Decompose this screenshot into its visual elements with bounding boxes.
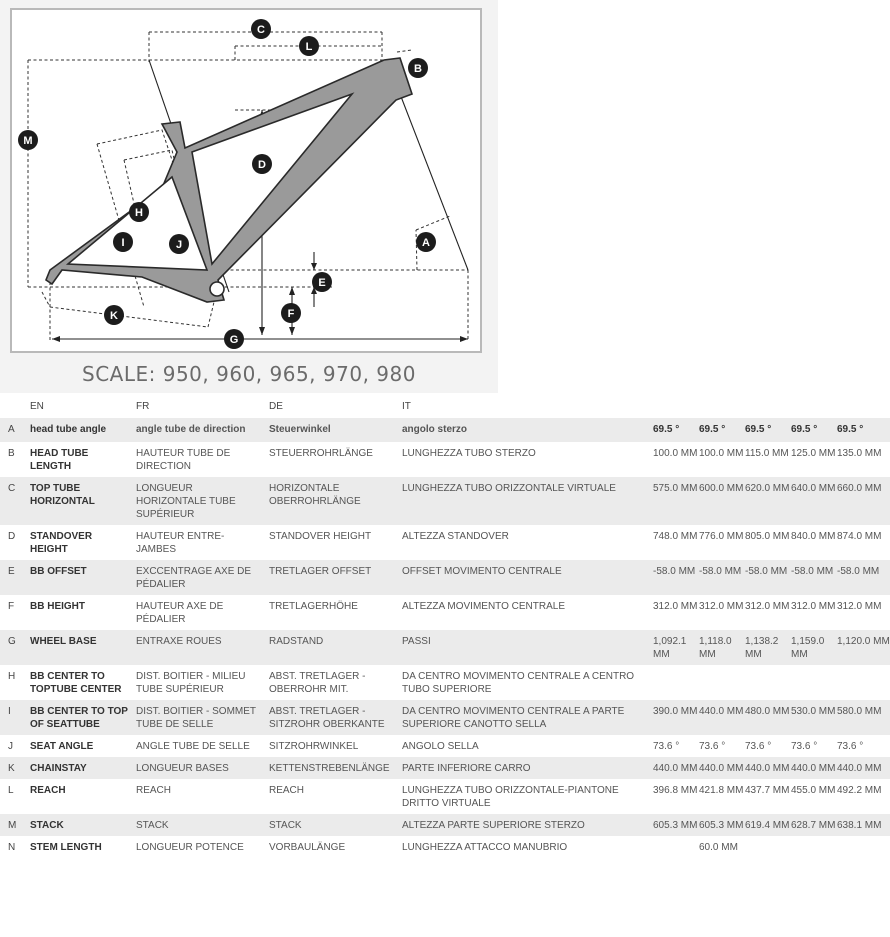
cell-size-value: 73.6 ° bbox=[837, 741, 864, 752]
geometry-diagram-frame bbox=[10, 8, 482, 353]
cell-it: ALTEZZA MOVIMENTO CENTRALE bbox=[402, 601, 565, 612]
cell-size-value: 115.0 MM bbox=[745, 448, 789, 459]
label-k-badge bbox=[104, 305, 124, 325]
cell-size-value: 312.0 MM bbox=[837, 601, 882, 612]
cell-size-value: -58.0 MM bbox=[837, 560, 890, 595]
cell-size-value: -58.0 MM bbox=[791, 560, 837, 595]
cell-size-value: 135.0 MM bbox=[837, 448, 882, 459]
label-j-badge bbox=[169, 234, 189, 254]
cell-size-value: 660.0 MM bbox=[837, 477, 890, 525]
cell-size-value: 776.0 MM bbox=[699, 531, 744, 542]
cell-size-value: 628.7 MM bbox=[791, 814, 837, 836]
cell-key: L bbox=[8, 785, 14, 796]
cell-fr: HAUTEUR TUBE DE DIRECTION bbox=[136, 448, 231, 472]
table-row bbox=[0, 418, 890, 442]
label-h-badge bbox=[129, 202, 149, 222]
svg-text:B: B bbox=[414, 63, 422, 75]
cell-size-value bbox=[699, 665, 745, 700]
label-d-badge bbox=[252, 154, 272, 174]
cell-size-value: 421.8 MM bbox=[699, 785, 744, 796]
cell-size-value: 619.4 MM bbox=[745, 814, 791, 836]
cell-de: STACK bbox=[269, 814, 402, 836]
cell-fr: STACK bbox=[136, 814, 269, 836]
cell-size-value: 575.0 MM bbox=[653, 477, 699, 525]
cell-size-value: 530.0 MM bbox=[791, 700, 837, 735]
svg-text:E: E bbox=[318, 277, 326, 289]
cell-size-value: 60.0 MM bbox=[699, 842, 738, 853]
header-it: IT bbox=[402, 400, 411, 412]
cell-size-value: 840.0 MM bbox=[791, 531, 836, 542]
label-m-badge bbox=[18, 130, 38, 150]
cell-en: WHEEL BASE bbox=[30, 630, 136, 665]
cell-key: I bbox=[0, 700, 30, 735]
cell-size-value bbox=[653, 836, 699, 858]
svg-text:L: L bbox=[305, 41, 313, 53]
svg-text:A: A bbox=[422, 237, 430, 249]
cell-en: CHAINSTAY bbox=[30, 757, 136, 779]
table-row bbox=[0, 779, 890, 814]
svg-text:C: C bbox=[257, 24, 265, 36]
cell-de: STANDOVER HEIGHT bbox=[269, 531, 372, 542]
cell-key: F bbox=[8, 601, 15, 612]
cell-size-value bbox=[745, 836, 791, 858]
cell-en: BB CENTER TO TOPTUBE CENTER bbox=[30, 671, 122, 695]
table-row bbox=[0, 560, 890, 595]
svg-text:K: K bbox=[110, 310, 118, 322]
cell-fr: HAUTEUR ENTRE-JAMBES bbox=[136, 531, 225, 555]
cell-size-value: 440.0 MM bbox=[837, 757, 890, 779]
cell-size-value: 73.6 ° bbox=[745, 741, 772, 752]
table-row bbox=[0, 836, 890, 858]
cell-key: H bbox=[8, 671, 16, 682]
cell-en: STANDOVER HEIGHT bbox=[30, 531, 93, 555]
cell-size-value bbox=[791, 836, 837, 858]
table-row bbox=[0, 442, 890, 477]
table-row bbox=[0, 525, 890, 560]
cell-en: TOP TUBE HORIZONTAL bbox=[30, 477, 136, 525]
cell-size-value: 69.5 ° bbox=[791, 418, 837, 442]
cell-de: ABST. TRETLAGER - OBERROHR MIT. bbox=[269, 671, 366, 695]
header-de: DE bbox=[269, 400, 283, 412]
cell-de: ABST. TRETLAGER - SITZROHR OBERKANTE bbox=[269, 700, 402, 735]
cell-key: G bbox=[0, 630, 30, 665]
table-row bbox=[0, 630, 890, 665]
label-g-badge bbox=[224, 329, 244, 349]
cell-size-value: 440.0 MM bbox=[745, 757, 791, 779]
cell-fr: ANGLE TUBE DE SELLE bbox=[136, 741, 250, 752]
table-row bbox=[0, 814, 890, 836]
cell-key: B bbox=[8, 448, 15, 459]
label-e-badge bbox=[312, 272, 332, 292]
cell-fr: EXCCENTRAGE AXE DE PÉDALIER bbox=[136, 560, 269, 595]
svg-text:I: I bbox=[121, 237, 125, 249]
table-row bbox=[0, 665, 890, 700]
cell-fr: angle tube de direction bbox=[136, 418, 269, 442]
cell-fr: HAUTEUR AXE DE PÉDALIER bbox=[136, 601, 224, 625]
cell-de: STEUERROHRLÄNGE bbox=[269, 448, 373, 459]
cell-it: PARTE INFERIORE CARRO bbox=[402, 757, 653, 779]
cell-de: KETTENSTREBENLÄNGE bbox=[269, 757, 402, 779]
cell-size-value: 1,138.2 MM bbox=[745, 630, 791, 665]
cell-it: ALTEZZA PARTE SUPERIORE STERZO bbox=[402, 814, 653, 836]
cell-size-value: 440.0 MM bbox=[699, 757, 745, 779]
cell-en: STACK bbox=[30, 814, 136, 836]
cell-size-value: 69.5 ° bbox=[699, 418, 745, 442]
cell-size-value: 312.0 MM bbox=[699, 601, 744, 612]
cell-key: J bbox=[8, 741, 13, 752]
cell-en: BB HEIGHT bbox=[30, 601, 85, 612]
cell-it: ALTEZZA STANDOVER bbox=[402, 531, 509, 542]
table-row bbox=[0, 477, 890, 525]
svg-text:M: M bbox=[23, 135, 33, 147]
cell-size-value: 73.6 ° bbox=[699, 741, 726, 752]
cell-size-value bbox=[791, 665, 837, 700]
cell-size-value: 390.0 MM bbox=[653, 700, 699, 735]
cell-size-value: 480.0 MM bbox=[745, 700, 791, 735]
cell-size-value: 874.0 MM bbox=[837, 531, 882, 542]
cell-size-value bbox=[837, 665, 890, 700]
svg-text:F: F bbox=[287, 308, 295, 320]
header-en: EN bbox=[30, 400, 44, 412]
cell-size-value: 1,118.0 MM bbox=[699, 630, 745, 665]
svg-text:G: G bbox=[229, 334, 239, 346]
cell-it: LUNGHEZZA TUBO ORIZZONTALE-PIANTONE DRITTO VIRTUALE bbox=[402, 785, 619, 809]
cell-size-value: 312.0 MM bbox=[791, 601, 836, 612]
cell-size-value: 605.3 MM bbox=[699, 814, 745, 836]
cell-en: SEAT ANGLE bbox=[30, 741, 94, 752]
bike-frame-silhouette bbox=[46, 58, 412, 302]
cell-de: TRETLAGER OFFSET bbox=[269, 560, 402, 595]
table-row bbox=[0, 700, 890, 735]
cell-en: REACH bbox=[30, 785, 66, 796]
cell-size-value: 100.0 MM bbox=[699, 448, 744, 459]
cell-size-value bbox=[837, 836, 890, 858]
cell-size-value: 455.0 MM bbox=[791, 785, 836, 796]
cell-size-value: -58.0 MM bbox=[653, 560, 699, 595]
cell-de: REACH bbox=[269, 785, 305, 796]
cell-it: LUNGHEZZA TUBO ORIZZONTALE VIRTUALE bbox=[402, 477, 653, 525]
cell-it: angolo sterzo bbox=[402, 418, 653, 442]
cell-size-value: 73.6 ° bbox=[791, 741, 818, 752]
scale-caption: SCALE: 950, 960, 965, 970, 980 bbox=[82, 362, 416, 386]
cell-key: A bbox=[0, 418, 30, 442]
cell-size-value: 440.0 MM bbox=[699, 700, 745, 735]
cell-size-value: 100.0 MM bbox=[653, 448, 698, 459]
cell-it: LUNGHEZZA TUBO STERZO bbox=[402, 448, 536, 459]
cell-size-value: 1,092.1 MM bbox=[653, 630, 699, 665]
cell-size-value: 640.0 MM bbox=[791, 477, 837, 525]
cell-fr: LONGUEUR BASES bbox=[136, 757, 269, 779]
cell-size-value: 805.0 MM bbox=[745, 531, 790, 542]
cell-size-value: 620.0 MM bbox=[745, 477, 791, 525]
label-b-badge bbox=[408, 58, 428, 78]
cell-size-value: 600.0 MM bbox=[699, 477, 745, 525]
cell-size-value: 312.0 MM bbox=[745, 601, 790, 612]
label-a-badge bbox=[416, 232, 436, 252]
cell-fr: ENTRAXE ROUES bbox=[136, 630, 269, 665]
cell-en: BB CENTER TO TOP OF SEATTUBE bbox=[30, 700, 136, 735]
cell-it: PASSI bbox=[402, 630, 653, 665]
cell-size-value: 437.7 MM bbox=[745, 785, 790, 796]
svg-text:J: J bbox=[175, 239, 183, 251]
cell-size-value: 1,120.0 MM bbox=[837, 630, 890, 665]
cell-de: RADSTAND bbox=[269, 630, 402, 665]
cell-it: OFFSET MOVIMENTO CENTRALE bbox=[402, 560, 653, 595]
label-i-badge bbox=[113, 232, 133, 252]
cell-size-value: -58.0 MM bbox=[745, 560, 791, 595]
cell-it: DA CENTRO MOVIMENTO CENTRALE A CENTRO TUBO SUPERIORE bbox=[402, 671, 635, 695]
cell-fr: DIST. BOITIER - MILIEU TUBE SUPÉRIEUR bbox=[136, 671, 246, 695]
cell-size-value: 492.2 MM bbox=[837, 785, 882, 796]
cell-fr: LONGUEUR HORIZONTALE TUBE SUPÉRIEUR bbox=[136, 477, 269, 525]
table-row bbox=[0, 595, 890, 630]
cell-fr: LONGUEUR POTENCE bbox=[136, 842, 244, 853]
cell-size-value bbox=[745, 665, 791, 700]
table-row bbox=[0, 735, 890, 757]
cell-fr: REACH bbox=[136, 785, 172, 796]
cell-en: HEAD TUBE LENGTH bbox=[30, 448, 89, 472]
cell-en: STEM LENGTH bbox=[30, 842, 102, 853]
cell-de: Steuerwinkel bbox=[269, 418, 402, 442]
geometry-diagram-panel bbox=[0, 0, 498, 393]
cell-key: D bbox=[8, 531, 16, 542]
cell-key: N bbox=[8, 842, 16, 853]
cell-it: ANGOLO SELLA bbox=[402, 741, 479, 752]
cell-key: M bbox=[0, 814, 30, 836]
svg-text:H: H bbox=[135, 207, 143, 219]
table-header-row bbox=[0, 394, 890, 418]
cell-size-value: 312.0 MM bbox=[653, 601, 698, 612]
cell-it: DA CENTRO MOVIMENTO CENTRALE A PARTE SUPERIORE CANOTTO SELLA bbox=[402, 700, 653, 735]
cell-size-value: 69.5 ° bbox=[653, 418, 699, 442]
bike-frame-diagram bbox=[12, 10, 480, 351]
label-l-badge bbox=[299, 36, 319, 56]
cell-size-value: 580.0 MM bbox=[837, 700, 890, 735]
cell-key: K bbox=[0, 757, 30, 779]
cell-key: E bbox=[0, 560, 30, 595]
cell-it: LUNGHEZZA ATTACCO MANUBRIO bbox=[402, 842, 568, 853]
cell-size-value: -58.0 MM bbox=[699, 560, 745, 595]
cell-size-value: 396.8 MM bbox=[653, 785, 698, 796]
cell-size-value: 440.0 MM bbox=[653, 757, 699, 779]
cell-size-value: 69.5 ° bbox=[745, 418, 791, 442]
cell-size-value bbox=[653, 665, 699, 700]
cell-key: C bbox=[0, 477, 30, 525]
label-f-badge bbox=[281, 303, 301, 323]
cell-de: TRETLAGERHÖHE bbox=[269, 601, 358, 612]
cell-size-value: 638.1 MM bbox=[837, 814, 890, 836]
geometry-table bbox=[0, 394, 890, 858]
table-row bbox=[0, 757, 890, 779]
label-c-badge bbox=[251, 19, 271, 39]
cell-en: BB OFFSET bbox=[30, 560, 136, 595]
cell-de: SITZROHRWINKEL bbox=[269, 741, 359, 752]
cell-en: head tube angle bbox=[30, 418, 136, 442]
cell-size-value: 440.0 MM bbox=[791, 757, 837, 779]
cell-de: HORIZONTALE OBERROHRLÄNGE bbox=[269, 477, 402, 525]
cell-size-value: 69.5 ° bbox=[837, 418, 890, 442]
cell-size-value: 1,159.0 MM bbox=[791, 630, 837, 665]
cell-size-value: 125.0 MM bbox=[791, 448, 836, 459]
cell-size-value: 605.3 MM bbox=[653, 814, 699, 836]
svg-text:D: D bbox=[258, 159, 266, 171]
cell-de: VORBAULÄNGE bbox=[269, 842, 346, 853]
cell-fr: DIST. BOITIER - SOMMET TUBE DE SELLE bbox=[136, 700, 269, 735]
cell-size-value: 73.6 ° bbox=[653, 741, 680, 752]
cell-size-value: 748.0 MM bbox=[653, 531, 698, 542]
header-fr: FR bbox=[136, 400, 150, 412]
